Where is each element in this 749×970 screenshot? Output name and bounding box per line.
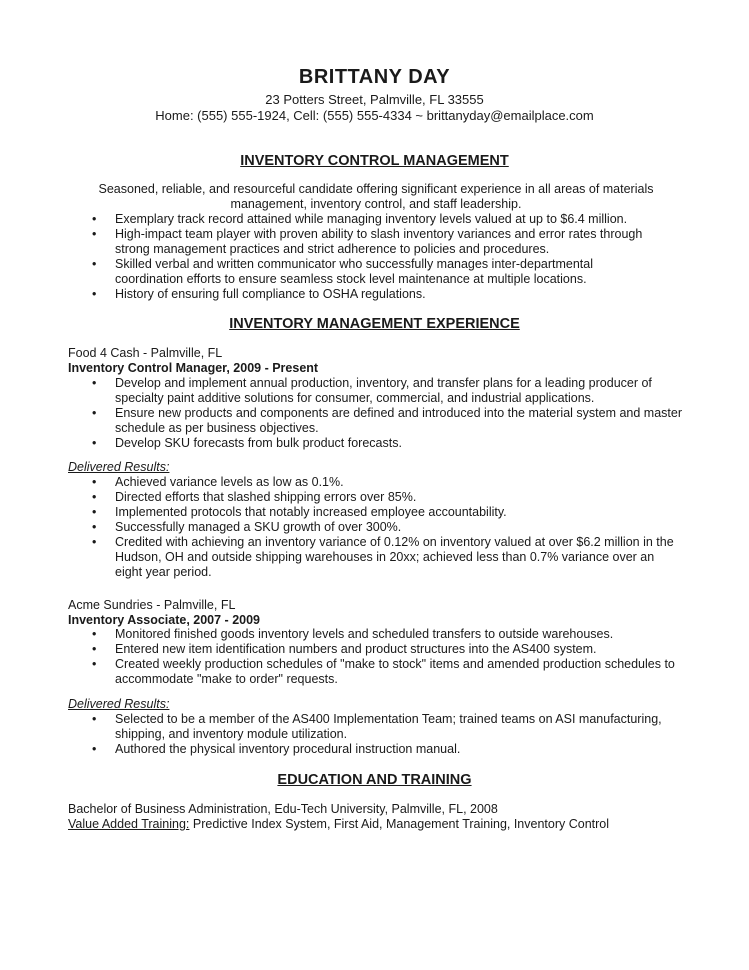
list-item: • Successfully managed a SKU growth of over 300%. (92, 520, 682, 535)
list-item: • Implemented protocols that notably increased employee accountability. (92, 505, 682, 520)
list-item: • Entered new item identification numbers and product structures into the AS400 system. (92, 642, 682, 657)
list-item: • Selected to be a member of the AS400 Implementation Team; trained teams on ASI manufacturing, shipping, and inventory module utilization. (92, 712, 682, 742)
list-item: • Credited with achieving an inventory variance of 0.12% on inventory valued at over $6.2 million in the Hudson, OH and outside shipping warehouses in 20xx; achieved less than 0.7% variance over an eight year period. (92, 535, 682, 580)
training-line (68, 817, 609, 832)
job-duties-list (92, 627, 682, 687)
experience-section-title: INVENTORY MANAGEMENT EXPERIENCE (229, 316, 520, 332)
results-list (92, 475, 682, 580)
candidate-name: BRITTANY DAY (298, 66, 451, 88)
job-company: Acme Sundries - Palmville, FL (68, 598, 236, 612)
summary-intro: Seasoned, reliable, and resourceful candidate offering significant experience in all areas of materials management, inventory control, and staff leadership. (98, 182, 654, 211)
education-section-title: EDUCATION AND TRAINING (277, 772, 472, 788)
results-label: Delivered Results: (68, 697, 170, 711)
training-label: Value Added Training: (68, 817, 190, 831)
education-degree: Bachelor of Business Administration, Edu-Tech University, Palmville, FL, 2008 (68, 802, 498, 816)
summary-section-title: INVENTORY CONTROL MANAGEMENT (240, 153, 509, 169)
candidate-contact: Home: (555) 555-1924, Cell: (555) 555-4334 ~ brittanyday@emailplace.com (155, 108, 594, 123)
list-item: • Ensure new products and components are defined and introduced into the material system and master schedule as per business objectives. (92, 406, 682, 436)
list-item: • Authored the physical inventory procedural instruction manual. (92, 742, 682, 757)
results-list (92, 712, 682, 757)
list-item: • Exemplary track record attained while managing inventory levels valued at up to $6.4 million. (92, 212, 662, 227)
candidate-address: 23 Potters Street, Palmville, FL 33555 (265, 92, 484, 107)
list-item: • Develop SKU forecasts from bulk product forecasts. (92, 436, 682, 451)
results-label: Delivered Results: (68, 460, 170, 474)
job-position: Inventory Associate, 2007 - 2009 (68, 613, 260, 627)
list-item: • Achieved variance levels as low as 0.1%. (92, 475, 682, 490)
job-position: Inventory Control Manager, 2009 - Present (68, 361, 319, 375)
list-item: • Skilled verbal and written communicator who successfully manages inter-departmental coordination efforts to ensure seamless stock level maintenance at multiple locations. (92, 257, 662, 287)
job-duties-list (92, 376, 682, 451)
list-item: • History of ensuring full compliance to OSHA regulations. (92, 287, 662, 302)
summary-bullet-list (92, 212, 662, 302)
list-item: • Develop and implement annual production, inventory, and transfer plans for a leading producer of specialty paint additive solutions for consumer, commercial, and industrial applications. (92, 376, 682, 406)
list-item: • High-impact team player with proven ability to slash inventory variances and error rates through strong management practices and strict adherence to policies and procedures. (92, 227, 662, 257)
list-item: • Directed efforts that slashed shipping errors over 85%. (92, 490, 682, 505)
list-item: • Monitored finished goods inventory levels and scheduled transfers to outside warehouses. (92, 627, 682, 642)
list-item: • Created weekly production schedules of "make to stock" items and amended production schedules to accommodate "make to order" requests. (92, 657, 682, 687)
training-text: Predictive Index System, First Aid, Management Training, Inventory Control (189, 817, 610, 831)
job-company: Food 4 Cash - Palmville, FL (68, 346, 223, 360)
